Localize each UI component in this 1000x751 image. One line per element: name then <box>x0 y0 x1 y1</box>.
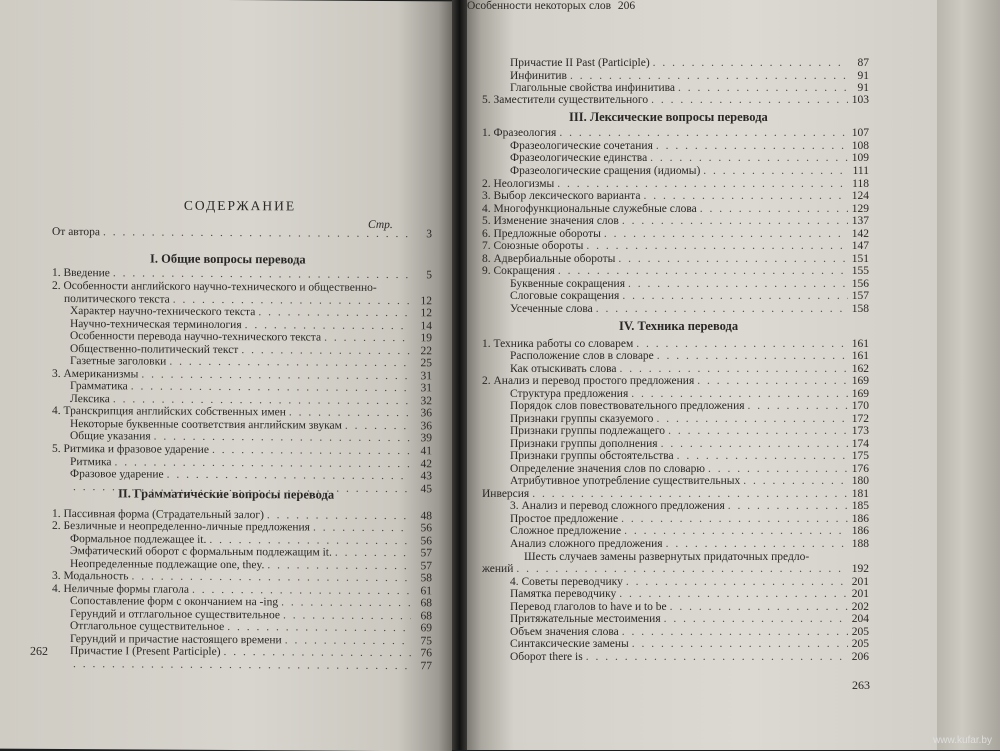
toc-entry-page: 181 <box>851 488 869 501</box>
toc-entry-label: Перевод глаголов to have и to be <box>510 601 667 614</box>
dot-leader <box>619 588 848 601</box>
dot-leader <box>596 303 848 316</box>
dot-leader <box>697 375 848 388</box>
toc-entry-page: 56 <box>414 535 432 548</box>
toc-entry-label: Признаки группы обстоятельства <box>510 450 674 463</box>
toc-entry-page: 156 <box>851 278 869 291</box>
dot-leader <box>103 226 411 241</box>
toc-entry-label: Признаки группы сказуемого <box>510 413 653 426</box>
toc-entry-page: 31 <box>414 370 432 383</box>
toc-entry-label: Особенности некоторых слов <box>467 0 611 13</box>
toc-entry-page: 151 <box>851 253 869 266</box>
toc-entry-page: 118 <box>851 178 869 191</box>
toc-entry-label: Характер научно-технического текста <box>70 305 255 319</box>
toc-entry-page: 111 <box>851 165 869 178</box>
toc-entry-label: Признаки группы подлежащего <box>510 425 665 438</box>
toc-entry-page: 41 <box>414 445 432 458</box>
dot-leader <box>516 563 848 576</box>
right-toc-entry <box>482 375 869 388</box>
dot-leader <box>281 596 411 610</box>
page-number-left: 262 <box>30 644 48 659</box>
toc-entry-label: 4. Транскрипция английских собственных имен <box>52 405 286 419</box>
toc-entry-page: 170 <box>851 400 869 413</box>
toc-entry-page: 137 <box>851 215 869 228</box>
toc-entry-label: 4. Советы переводчику <box>510 576 623 589</box>
section-heading-2: II. Грамматические вопросы перевода <box>118 486 334 502</box>
dot-leader <box>664 613 848 626</box>
toc-entry-page: 48 <box>414 510 432 523</box>
toc-entry-page: 5 <box>414 269 432 282</box>
dot-leader <box>651 94 848 107</box>
right-toc-entry <box>510 613 869 626</box>
toc-entry-page: 108 <box>851 140 869 153</box>
toc-entry-label: 2. Особенности английского научно-технического и общественно- <box>52 280 377 295</box>
toc-entry-page: 91 <box>851 70 869 83</box>
dot-leader <box>586 651 848 664</box>
toc-entry-page: 155 <box>851 265 869 278</box>
toc-entry-label: политического текста <box>64 293 170 307</box>
dot-leader <box>73 658 411 673</box>
dot-leader <box>586 240 848 253</box>
toc-entry-page: 22 <box>414 345 432 358</box>
toc-entry-label: Сопоставление форм с окончанием на -ing <box>70 595 278 609</box>
toc-entry-label: Фразеологические сращения (идиомы) <box>510 165 700 178</box>
right-toc-entry <box>510 538 869 551</box>
toc-entry-page: 57 <box>414 560 432 573</box>
toc-entry-page: 192 <box>851 563 869 576</box>
toc-entry-page: 25 <box>414 357 432 370</box>
toc-entry-label: Особенности перевода научно-технического текста <box>70 330 321 345</box>
toc-entry-label: Расположение слов в словаре <box>510 350 654 363</box>
toc-entry-label: Атрибутивное употребление существительных <box>510 475 740 488</box>
toc-entry-label: 3. Американизмы <box>52 368 138 382</box>
right-toc-entry <box>510 152 869 165</box>
toc-entry-label: 2. Анализ и перевод простого предложения <box>482 375 694 388</box>
right-toc-entry <box>510 588 869 601</box>
dot-leader <box>624 525 848 538</box>
toc-entry-label: 3. Выбор лексического варианта <box>482 190 640 203</box>
toc-entry-page: 36 <box>414 407 432 420</box>
toc-entry-page: 174 <box>851 438 869 451</box>
dot-leader <box>703 165 848 178</box>
right-toc-entry <box>482 240 869 253</box>
dot-leader <box>212 444 411 458</box>
toc-entry-page: 61 <box>414 585 432 598</box>
toc-entry-label: 5. Ритмика и фразовое ударение <box>52 443 209 457</box>
toc-entry-page: 39 <box>414 432 432 445</box>
dot-leader <box>632 638 848 651</box>
right-toc-entry <box>482 127 869 140</box>
dot-leader <box>668 425 848 438</box>
toc-entry-page: 172 <box>851 413 869 426</box>
toc-entry-label: Простое предложение <box>510 513 618 526</box>
right-toc-entry <box>510 350 869 363</box>
page-edge <box>937 0 1000 750</box>
toc-entry-label: Объем значения слова <box>510 626 619 639</box>
section-heading-3: III. Лексические вопросы перевода <box>569 110 768 125</box>
toc-entry-page: 19 <box>414 332 432 345</box>
toc-entry-page: 175 <box>851 450 869 463</box>
toc-entry-label: Формальное подлежащее it. <box>70 533 206 547</box>
left-toc-entry <box>70 481 432 496</box>
toc-entry-page: 180 <box>851 475 869 488</box>
toc-entry-label: Общие указания <box>70 430 151 443</box>
right-toc-entry <box>510 450 869 463</box>
toc-entry-label: Грамматика <box>70 380 128 393</box>
toc-entry-label: 9. Сокращения <box>482 265 555 278</box>
toc-entry-page: 162 <box>851 363 869 376</box>
dot-leader <box>258 306 411 320</box>
toc-entry-page: 202 <box>851 601 869 614</box>
right-toc-entry <box>482 94 869 107</box>
right-toc-entry <box>510 290 869 303</box>
toc-entry-label: Признаки группы дополнения <box>510 438 658 451</box>
toc-entry-page: 68 <box>414 597 432 610</box>
page-number-right: 263 <box>852 678 870 693</box>
toc-entry-page: 69 <box>414 622 432 635</box>
toc-entry-page: 147 <box>851 240 869 253</box>
left-page <box>0 0 452 751</box>
toc-entry-page: 158 <box>851 303 869 316</box>
dot-leader <box>643 190 848 203</box>
toc-entry-page: 161 <box>851 338 869 351</box>
toc-entry-label: 1. Фразеология <box>482 127 556 140</box>
dot-leader <box>559 127 848 140</box>
toc-entry-label: 2. Неологизмы <box>482 178 554 191</box>
toc-entry-label: 7. Союзные обороты <box>482 240 583 253</box>
toc-entry-label: Инфинитив <box>510 70 567 83</box>
toc-entry-page: 186 <box>851 525 869 538</box>
toc-entry-page: 56 <box>414 522 432 535</box>
toc-entry-label: Как отыскивать слова <box>510 363 617 376</box>
toc-entry-page: 58 <box>414 572 432 585</box>
toc-entry-label: 4. Неличные формы глагола <box>52 583 189 597</box>
section-heading-1: I. Общие вопросы перевода <box>150 252 306 268</box>
dot-leader <box>73 481 411 496</box>
dot-leader <box>558 265 848 278</box>
toc-entry-label: 6. Предложные обороты <box>482 228 601 241</box>
toc-entry-label: Герундий и отглагольное существительное <box>70 608 280 622</box>
toc-entry-page: 161 <box>851 350 869 363</box>
toc-entry-label: Памятка переводчику <box>510 588 616 601</box>
toc-entry-page: 107 <box>851 127 869 140</box>
dot-leader <box>748 400 848 413</box>
toc-entry-page: 32 <box>414 395 432 408</box>
toc-entry-page: 124 <box>851 190 869 203</box>
toc-entry-label: Эмфатический оборот с формальным подлежащим it. <box>70 545 332 560</box>
toc-entry-label: 3. Анализ и перевод сложного предложения <box>510 500 725 513</box>
toc-entry-label: Анализ сложного предложения <box>510 538 663 551</box>
toc-entry-page: 109 <box>851 152 869 165</box>
toc-entry-label: От автора <box>52 226 100 239</box>
toc-entry-label: 4. Многофункциональные служебные слова <box>482 203 697 216</box>
toc-entry-page: 68 <box>414 610 432 623</box>
toc-entry-page: 103 <box>851 94 869 107</box>
dot-leader <box>622 290 848 303</box>
toc-entry-page: 87 <box>851 57 869 70</box>
toc-entry-page: 36 <box>414 420 432 433</box>
dot-leader <box>728 500 848 513</box>
right-toc-entry <box>482 563 869 576</box>
dot-leader <box>653 57 848 70</box>
right-toc-entry <box>510 651 869 664</box>
right-toc-entry <box>510 303 869 316</box>
toc-entry-page: 205 <box>851 626 869 639</box>
toc-entry-label: Оборот there is <box>510 651 583 664</box>
toc-entry-page: 204 <box>851 613 869 626</box>
toc-entry-label: 5. Заместители существительного <box>482 94 648 107</box>
toc-entry-page: 188 <box>851 538 869 551</box>
right-toc-entry <box>482 190 869 203</box>
toc-entry-label: Усеченные слова <box>510 303 593 316</box>
right-toc-entry <box>510 525 869 538</box>
watermark: www.kufar.by <box>933 735 992 746</box>
toc-entry-label: 2. Безличные и неопределенно-личные предложения <box>52 520 310 535</box>
dot-leader <box>289 406 411 420</box>
right-toc-entry <box>510 500 869 513</box>
toc-entry-page: 169 <box>851 388 869 401</box>
toc-entry-label: Лексика <box>70 393 110 406</box>
toc-entry-label: Газетные заголовки <box>70 355 166 369</box>
toc-entry-label: 3. Модальность <box>52 570 128 583</box>
toc-entry-page: 173 <box>851 425 869 438</box>
toc-entry-page: 3 <box>414 228 432 241</box>
toc-entry-label: Структура предложения <box>510 388 628 401</box>
toc-entry-label: 5. Изменение значения слов <box>482 215 619 228</box>
toc-entry-page: 91 <box>851 82 869 95</box>
section-heading-4: IV. Техника перевода <box>619 319 738 334</box>
toc-entry-page: 169 <box>851 375 869 388</box>
toc-entry-label: Научно-техническая терминология <box>70 318 242 332</box>
toc-entry-label: Некоторые буквенные соответствия английским звукам <box>70 418 342 433</box>
toc-entry-label: Отглагольное существительное <box>70 620 224 634</box>
dot-leader <box>224 646 411 660</box>
toc-entry-label: жений <box>482 563 513 576</box>
toc-entry-label: Буквенные сокращения <box>510 278 625 291</box>
toc-entry-label: Сложное предложение <box>510 525 621 538</box>
toc-entry-page: 157 <box>851 290 869 303</box>
toc-entry-label: Фразовое ударение <box>70 468 164 482</box>
toc-entry-page: 206 <box>851 651 869 664</box>
dot-leader <box>622 215 848 228</box>
toc-entry-page: 201 <box>851 588 869 601</box>
dot-leader <box>650 152 848 165</box>
toc-entry-page: 186 <box>851 513 869 526</box>
toc-entry-page: 129 <box>851 203 869 216</box>
toc-title: СОДЕРЖАНИЕ <box>160 198 320 215</box>
toc-entry-label: Фразеологические сочетания <box>510 140 653 153</box>
toc-entry-label: Слоговые сокращения <box>510 290 619 303</box>
toc-entry-label: Синтаксические замены <box>510 638 629 651</box>
toc-entry-label: Глагольные свойства инфинитива <box>510 82 675 95</box>
toc-entry-page: 12 <box>414 295 432 308</box>
left-toc-entry <box>52 226 432 241</box>
dot-leader <box>743 475 848 488</box>
toc-entry-page: 31 <box>414 382 432 395</box>
right-toc-entry <box>510 400 869 413</box>
toc-entry-label: 1. Пассивная форма (Страдательный залог) <box>52 508 264 522</box>
right-toc-entry <box>482 215 869 228</box>
toc-entry-page: 14 <box>414 320 432 333</box>
toc-entry-page: 75 <box>414 635 432 648</box>
dot-leader <box>666 538 848 551</box>
left-toc-entry <box>70 658 432 673</box>
right-toc-entry <box>510 425 869 438</box>
dot-leader <box>657 350 848 363</box>
toc-entry-label: 1. Введение <box>52 267 110 280</box>
toc-entry-page: 76 <box>414 647 432 660</box>
toc-entry-label: Шесть случаев замены развернутых придаточных предло- <box>524 551 809 564</box>
right-toc-entry <box>510 638 869 651</box>
dot-leader <box>677 450 848 463</box>
toc-entry-page: 206 <box>617 0 635 13</box>
toc-entry-label: Определение значения слов по словарю <box>510 463 705 476</box>
toc-entry-label: Фразеологические единства <box>510 152 647 165</box>
toc-entry-page: 205 <box>851 638 869 651</box>
toc-entry-page: 42 <box>414 458 432 471</box>
toc-entry-label: 1. Техника работы со словарем <box>482 338 633 351</box>
toc-entry-page: 12 <box>414 307 432 320</box>
right-toc-entry <box>510 57 869 70</box>
toc-entry-page: 142 <box>851 228 869 241</box>
toc-entry-page: 57 <box>414 547 432 560</box>
book-gutter <box>452 0 467 750</box>
toc-entry-label: Причастие II Past (Participle) <box>510 57 650 70</box>
left-toc-list <box>0 0 452 1</box>
dot-leader <box>324 332 411 346</box>
toc-entry-page: 201 <box>851 576 869 589</box>
toc-entry-label: 8. Адвербиальные обороты <box>482 253 615 266</box>
toc-entry-page: 185 <box>851 500 869 513</box>
dot-leader <box>335 547 411 560</box>
dot-leader <box>313 522 411 536</box>
toc-entry-page: 45 <box>414 483 432 496</box>
right-toc-entry <box>510 475 869 488</box>
toc-entry-label: Притяжательные местоимения <box>510 613 661 626</box>
right-toc-entry <box>482 265 869 278</box>
toc-entry-label: Общественно-политический текст <box>70 343 238 357</box>
toc-entry-page: 43 <box>414 470 432 483</box>
toc-entry-label: Порядок слов повествовательного предложения <box>510 400 745 413</box>
toc-entry-label: Неопределенные подлежащие one, they. <box>70 558 264 572</box>
page-column-label: Стр. <box>368 219 393 231</box>
right-page <box>467 0 937 750</box>
dot-leader <box>227 621 411 635</box>
toc-entry-label: Ритмика <box>70 456 112 469</box>
right-toc-entry <box>510 165 869 178</box>
toc-entry-label: Герундий и причастие настоящего времени <box>70 633 282 647</box>
toc-entry-label: Инверсия <box>482 488 529 501</box>
toc-entry-label: Причастие I (Present Participle) <box>70 645 221 659</box>
toc-entry-page: 176 <box>851 463 869 476</box>
toc-entry-page: 77 <box>414 660 432 673</box>
